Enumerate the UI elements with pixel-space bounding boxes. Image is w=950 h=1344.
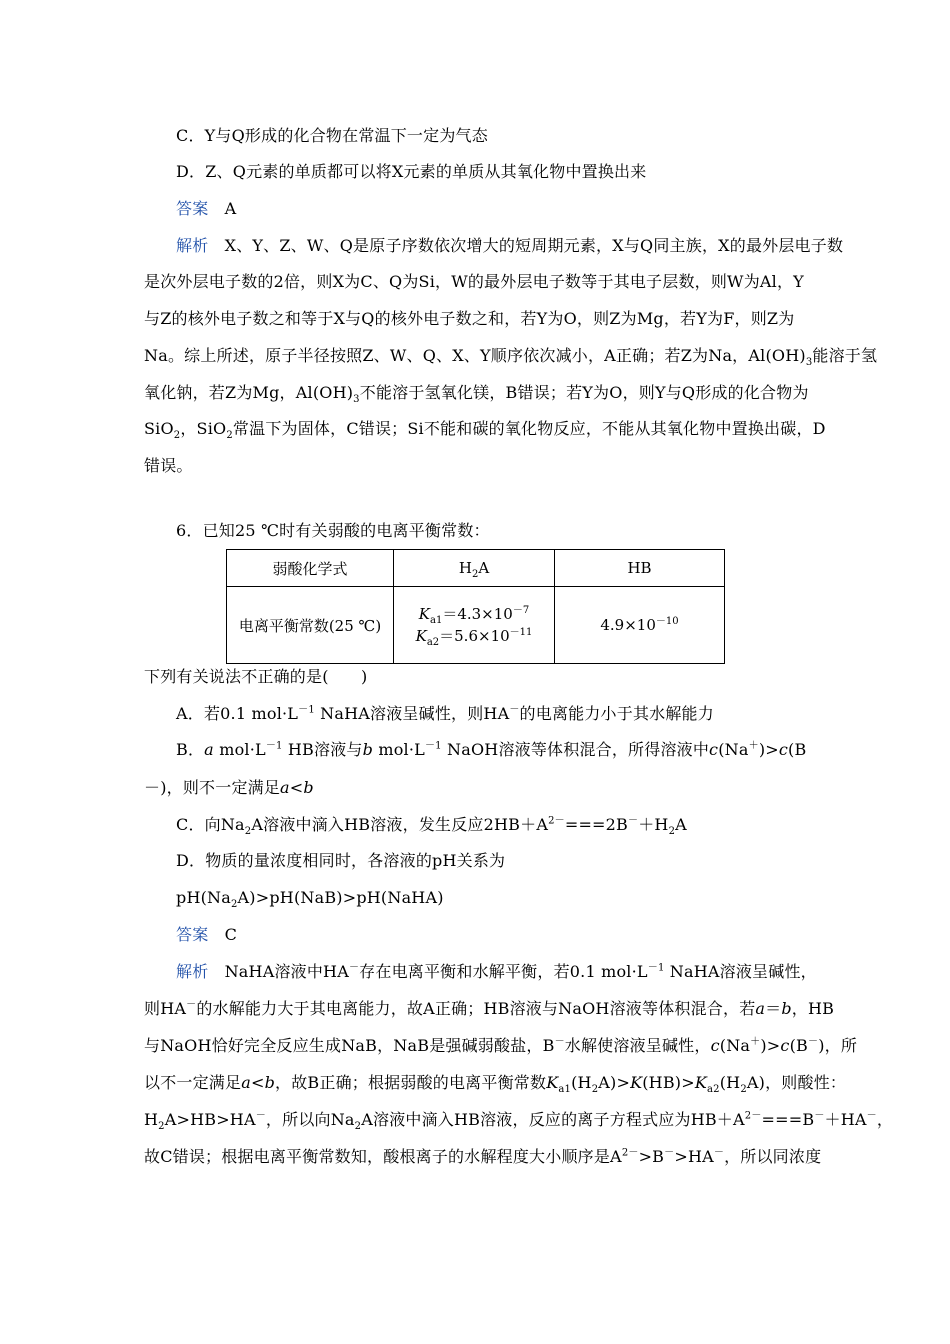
table-header-row	[227, 550, 725, 587]
q6-analysis-line-6: 故C错误；根据电离平衡常数知，酸根离子的水解程度大小顺序是$A^{2-}>B^->HA^-$，所以同浓度	[144, 1147, 822, 1166]
table-header-h2a: $H_2A$	[394, 550, 555, 587]
table-row	[227, 587, 725, 664]
answer-value: A	[224, 199, 237, 218]
q6-prompt: 下列有关说法不正确的是( )	[144, 667, 368, 686]
q6-option-b-cont: －)，则不一定满足a<b	[144, 778, 314, 797]
q5-analysis-line-6: SiO$_2$，SiO$_2$常温下为固体，C错误；Si不能和碳的氧化物反应，不能从其氧化物中置换出碳，D	[144, 419, 826, 442]
table-cell-hb-constant: $4.9\times 10^{-10}$	[555, 587, 725, 664]
q6-analysis-line-4: 以不一定满足a<b，故B正确；根据弱酸的电离平衡常数$K_{a1}(H_2A)>K(HB)>K_{a2}(H_2A)$，则酸性：	[144, 1073, 847, 1096]
q6-analysis-line-2: 则HA－的水解能力大于其电离能力，故A正确；HB溶液与NaOH溶液等体积混合，若a＝b，HB	[144, 999, 835, 1018]
answer-label: 答案	[176, 199, 209, 218]
analysis-label: 解析	[176, 962, 209, 981]
q5-analysis-line-1: 解析 X、Y、Z、W、Q是原子序数依次增大的短周期元素，X与Q同主族，X的最外层电子数	[176, 236, 844, 255]
acid-constant-table	[226, 549, 725, 664]
analysis-label: 解析	[176, 236, 209, 255]
q6-analysis-line-1: 解析 NaHA溶液中HA－存在电离平衡和水解平衡，若0.1 $mol\cdot L^{-1}$ NaHA溶液呈碱性，	[176, 962, 817, 981]
q6-stem: 6．已知25 ℃时有关弱酸的电离平衡常数：	[176, 521, 490, 540]
q5-option-d: D．Z、Q元素的单质都可以将X元素的单质从其氧化物中置换出来	[176, 162, 647, 181]
q6-answer	[176, 925, 844, 945]
table-header-acid: 弱酸化学式	[227, 550, 394, 587]
q5-answer	[176, 199, 844, 219]
q5-analysis-line-2: 是次外层电子数的2倍，则X为C、Q为Si，W的最外层电子数等于其电子层数，则W为Al，Y	[144, 272, 804, 291]
q6-analysis-line-3: 与NaOH恰好完全反应生成NaB，NaB是强碱弱酸盐，B－水解使溶液呈碱性，c(Na＋)>c(B－)，所	[144, 1036, 858, 1055]
q6-option-b: B．a $mol\cdot L^{-1}$ HB溶液与b $mol\cdot L^{-1}$ NaOH溶液等体积混合，所得溶液中c(Na＋)>c(B	[176, 740, 807, 759]
q5-analysis-line-5: 氧化钠，若Z为Mg，$Al(OH)_3$不能溶于氢氧化镁，B错误；若Y为O，则Y与Q形成的化合物为	[144, 383, 809, 406]
q5-analysis-line-3: 与Z的核外电子数之和等于X与Q的核外电子数之和，若Y为O，则Z为Mg，若Y为F，则Z为	[144, 309, 795, 328]
q5-option-c: C．Y与Q形成的化合物在常温下一定为气态	[176, 126, 488, 145]
table-row-label: 电离平衡常数(25 ℃)	[227, 587, 394, 664]
q6-option-a: A．若0.1 $mol\cdot L^{-1}$ NaHA溶液呈碱性，则HA－的电离能力小于其水解能力	[176, 704, 714, 723]
q6-option-c: C．向$Na_2A$溶液中滴入HB溶液，发生反应$2HB+A^{2-}===2B^-+H_2A$	[176, 815, 687, 838]
table-cell-h2a-constants: $K_{a1}=4.3\times 10^{-7}$ $K_{a2}=5.6\times 10^{-11}$	[394, 587, 555, 664]
table-header-hb: HB	[555, 550, 725, 587]
q6-option-d-ph: $pH(Na_2A)>pH(NaB)>pH(NaHA)$	[176, 888, 444, 911]
q6-analysis-line-5: $H_2A>HB>HA^-$，所以向$Na_2A$溶液中滴入HB溶液，反应的离子方程式应为$HB+A^{2-}===B^-+HA^-$，	[144, 1110, 894, 1133]
q5-analysis-line-4: Na。综上所述，原子半径按照Z、W、Q、X、Y顺序依次减小，A正确；若Z为Na，$Al(OH)_3$能溶于氢	[144, 346, 878, 369]
q5-analysis-line-7: 错误。	[144, 456, 193, 475]
answer-label: 答案	[176, 925, 209, 944]
answer-value: C	[224, 925, 238, 944]
q6-option-d: D．物质的量浓度相同时，各溶液的pH关系为	[176, 851, 506, 870]
